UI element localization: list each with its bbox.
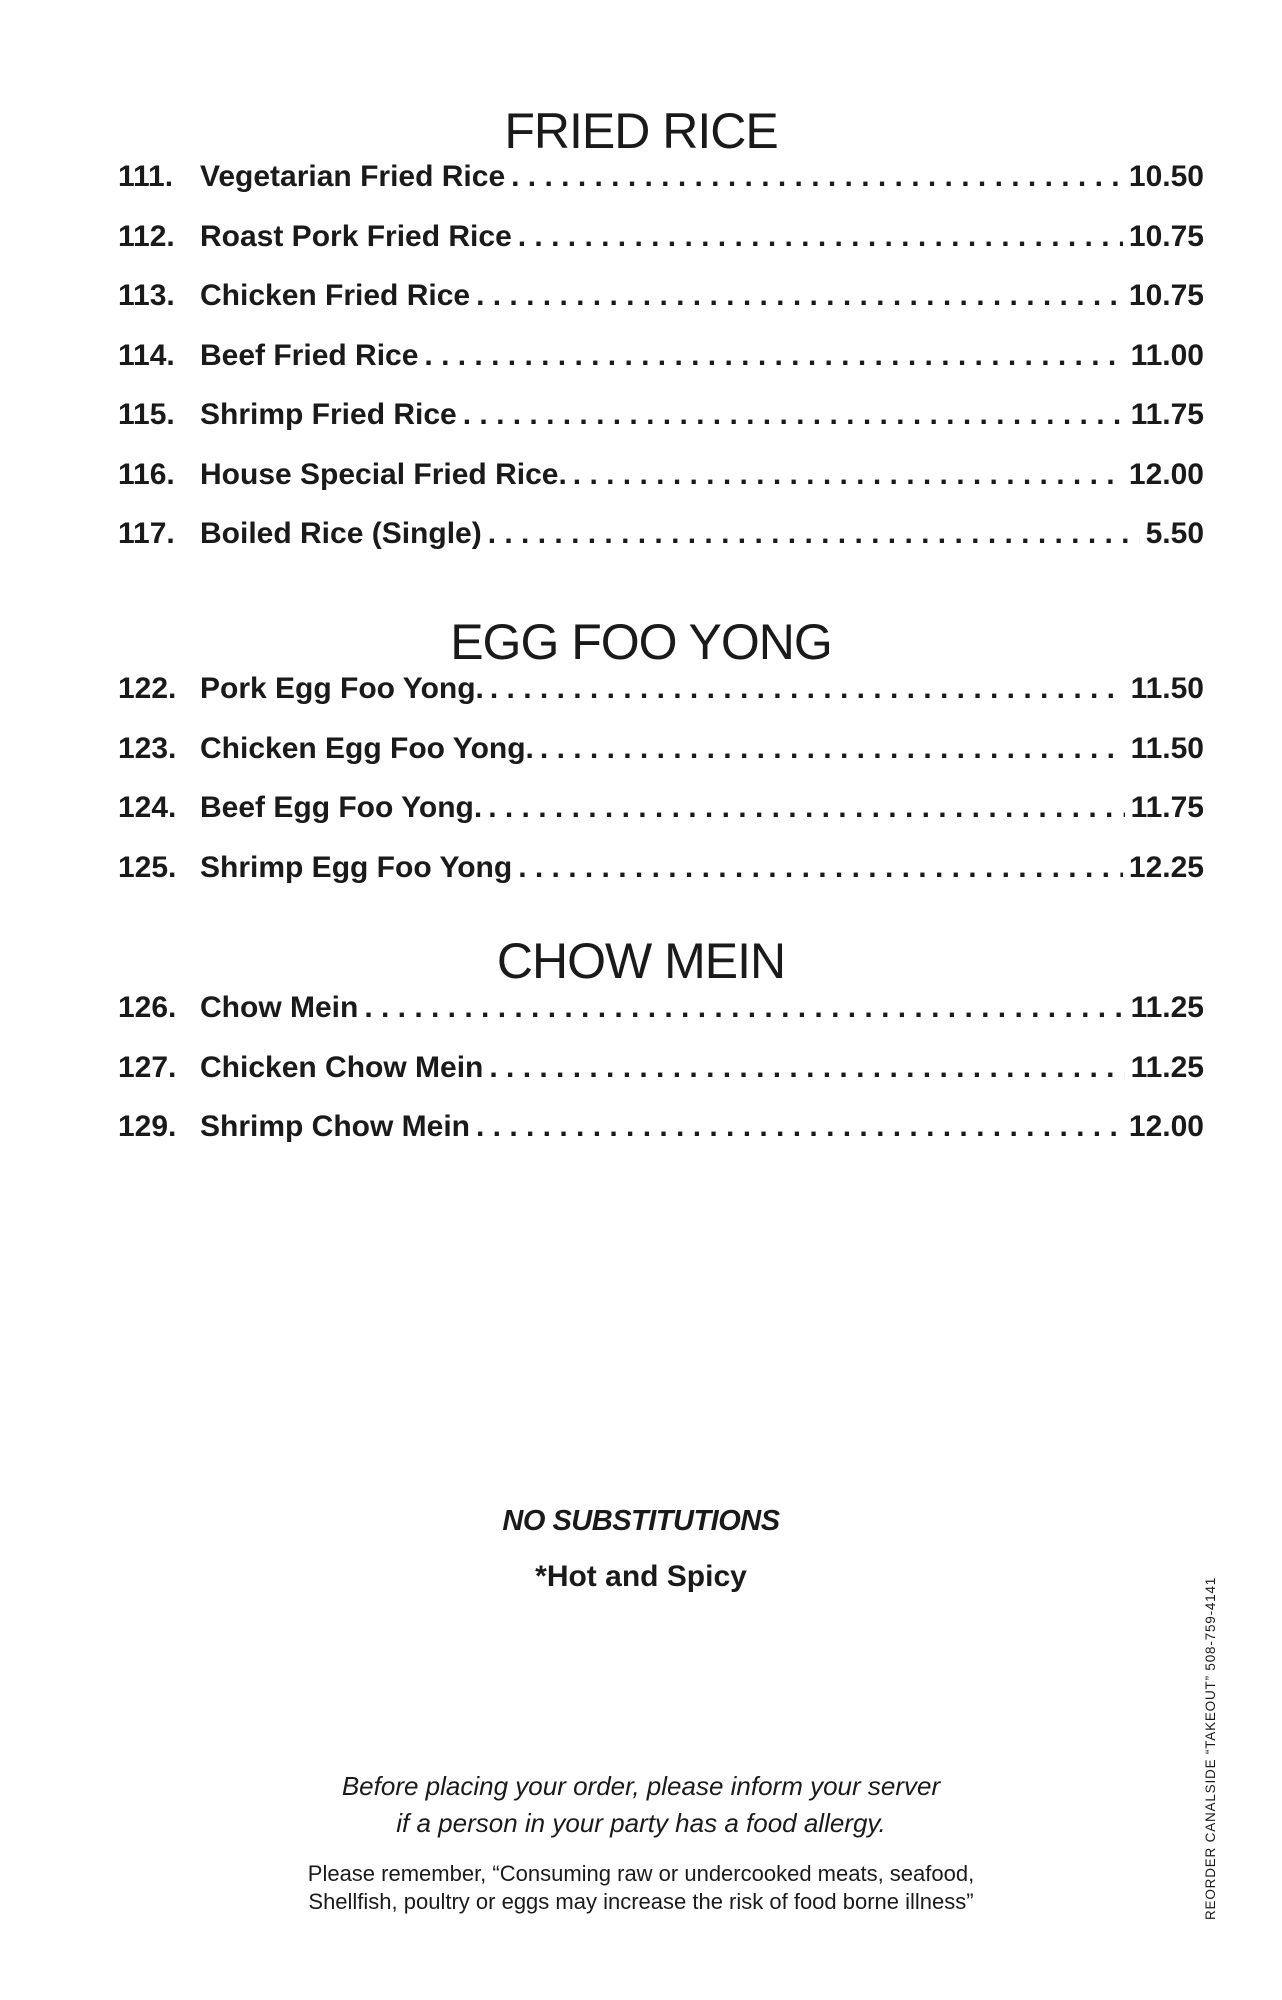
dot-leader xyxy=(463,398,1125,432)
section-title-egg-foo-yong: EGG FOO YONG xyxy=(450,614,832,670)
reorder-info: REORDER CANALSIDE “TAKEOUT” 508-759-4141 xyxy=(1203,1576,1218,1920)
menu-item xyxy=(118,991,1204,1051)
item-price: 11.00 xyxy=(1130,338,1204,372)
item-name: Roast Pork Fried Rice xyxy=(200,219,512,253)
menu-item xyxy=(118,732,1204,792)
dot-leader xyxy=(476,1110,1123,1144)
item-name: Shrimp Chow Mein xyxy=(200,1110,470,1143)
item-number: 129. xyxy=(118,1110,177,1143)
allergy-line-2: if a person in your party has a food allergy. xyxy=(396,1808,886,1838)
dot-leader xyxy=(488,517,1140,551)
item-name: Chicken Egg Foo Yong. xyxy=(200,731,534,765)
menu-item xyxy=(118,398,1204,458)
item-name: Vegetarian Fried Rice xyxy=(200,160,506,193)
item-name: Beef Egg Foo Yong. xyxy=(200,791,483,824)
item-price: 12.00 xyxy=(1128,1110,1204,1143)
menu-item xyxy=(118,791,1204,851)
menu-item xyxy=(118,1110,1204,1170)
item-price: 10.50 xyxy=(1128,160,1204,193)
dot-leader xyxy=(364,991,1124,1025)
item-number: 124. xyxy=(118,791,177,824)
item-price: 5.50 xyxy=(1145,517,1204,550)
item-number: 127. xyxy=(118,1050,177,1084)
menu-item xyxy=(118,339,1204,399)
dot-leader xyxy=(424,339,1124,373)
menu-item xyxy=(118,160,1204,220)
egg-foo-yong-list xyxy=(118,672,1204,910)
item-number: 116. xyxy=(118,457,175,491)
menu-item xyxy=(118,279,1204,339)
warning-line-2: Shellfish, poultry or eggs may increase the risk of food borne illness” xyxy=(308,1889,974,1914)
item-price: 12.00 xyxy=(1128,457,1204,491)
dot-leader xyxy=(540,732,1125,766)
item-number: 114. xyxy=(118,338,175,372)
dot-leader xyxy=(490,672,1125,706)
no-substitutions-note: NO SUBSTITUTIONS xyxy=(502,1505,780,1537)
item-number: 122. xyxy=(118,672,177,705)
item-number: 112. xyxy=(118,219,175,253)
menu-item xyxy=(118,458,1204,518)
dot-leader xyxy=(489,1051,1124,1085)
item-price: 11.25 xyxy=(1130,991,1204,1024)
item-price: 11.50 xyxy=(1130,672,1204,705)
item-name: Pork Egg Foo Yong. xyxy=(200,672,484,705)
section-title-chow-mein: CHOW MEIN xyxy=(496,933,786,989)
dot-leader xyxy=(573,458,1123,492)
item-number: 113. xyxy=(118,279,175,312)
dot-leader xyxy=(511,160,1123,194)
menu-item xyxy=(118,1051,1204,1111)
section-title-fried-rice: FRIED RICE xyxy=(504,103,778,159)
item-name: Shrimp Egg Foo Yong xyxy=(200,850,513,884)
item-name: Chicken Fried Rice xyxy=(200,279,471,312)
item-number: 125. xyxy=(118,850,177,884)
consumption-warning xyxy=(0,1860,1282,1916)
item-price: 11.25 xyxy=(1130,1050,1204,1084)
menu-item xyxy=(118,220,1204,280)
fried-rice-list xyxy=(118,160,1204,577)
item-name: Chicken Chow Mein xyxy=(200,1050,484,1084)
menu-item xyxy=(118,851,1204,911)
menu-item xyxy=(118,672,1204,732)
dot-leader xyxy=(518,220,1123,254)
item-name: Boiled Rice (Single) xyxy=(200,517,482,550)
dot-leader xyxy=(488,791,1124,825)
allergy-line-1: Before placing your order, please inform your server xyxy=(341,1771,941,1801)
chow-mein-list xyxy=(118,991,1204,1170)
warning-line-1: Please remember, “Consuming raw or undercooked meats, seafood, xyxy=(307,1861,975,1886)
item-name: Beef Fried Rice xyxy=(200,338,419,372)
item-number: 117. xyxy=(118,517,175,550)
item-number: 126. xyxy=(118,991,177,1024)
item-name: Chow Mein xyxy=(200,991,359,1024)
item-number: 111. xyxy=(118,160,174,193)
dot-leader xyxy=(476,279,1123,313)
item-name: Shrimp Fried Rice xyxy=(200,398,457,431)
item-number: 115. xyxy=(118,398,175,431)
item-price: 10.75 xyxy=(1128,279,1204,312)
menu-item xyxy=(118,517,1204,577)
item-price: 12.25 xyxy=(1128,850,1204,884)
allergy-notice xyxy=(0,1768,1282,1842)
item-price: 10.75 xyxy=(1128,219,1204,253)
item-name: House Special Fried Rice. xyxy=(200,457,567,491)
item-price: 11.50 xyxy=(1130,731,1204,765)
dot-leader xyxy=(518,851,1123,885)
item-number: 123. xyxy=(118,731,177,765)
item-price: 11.75 xyxy=(1130,791,1204,824)
item-price: 11.75 xyxy=(1130,398,1204,431)
hot-spicy-note: *Hot and Spicy xyxy=(535,1560,747,1593)
